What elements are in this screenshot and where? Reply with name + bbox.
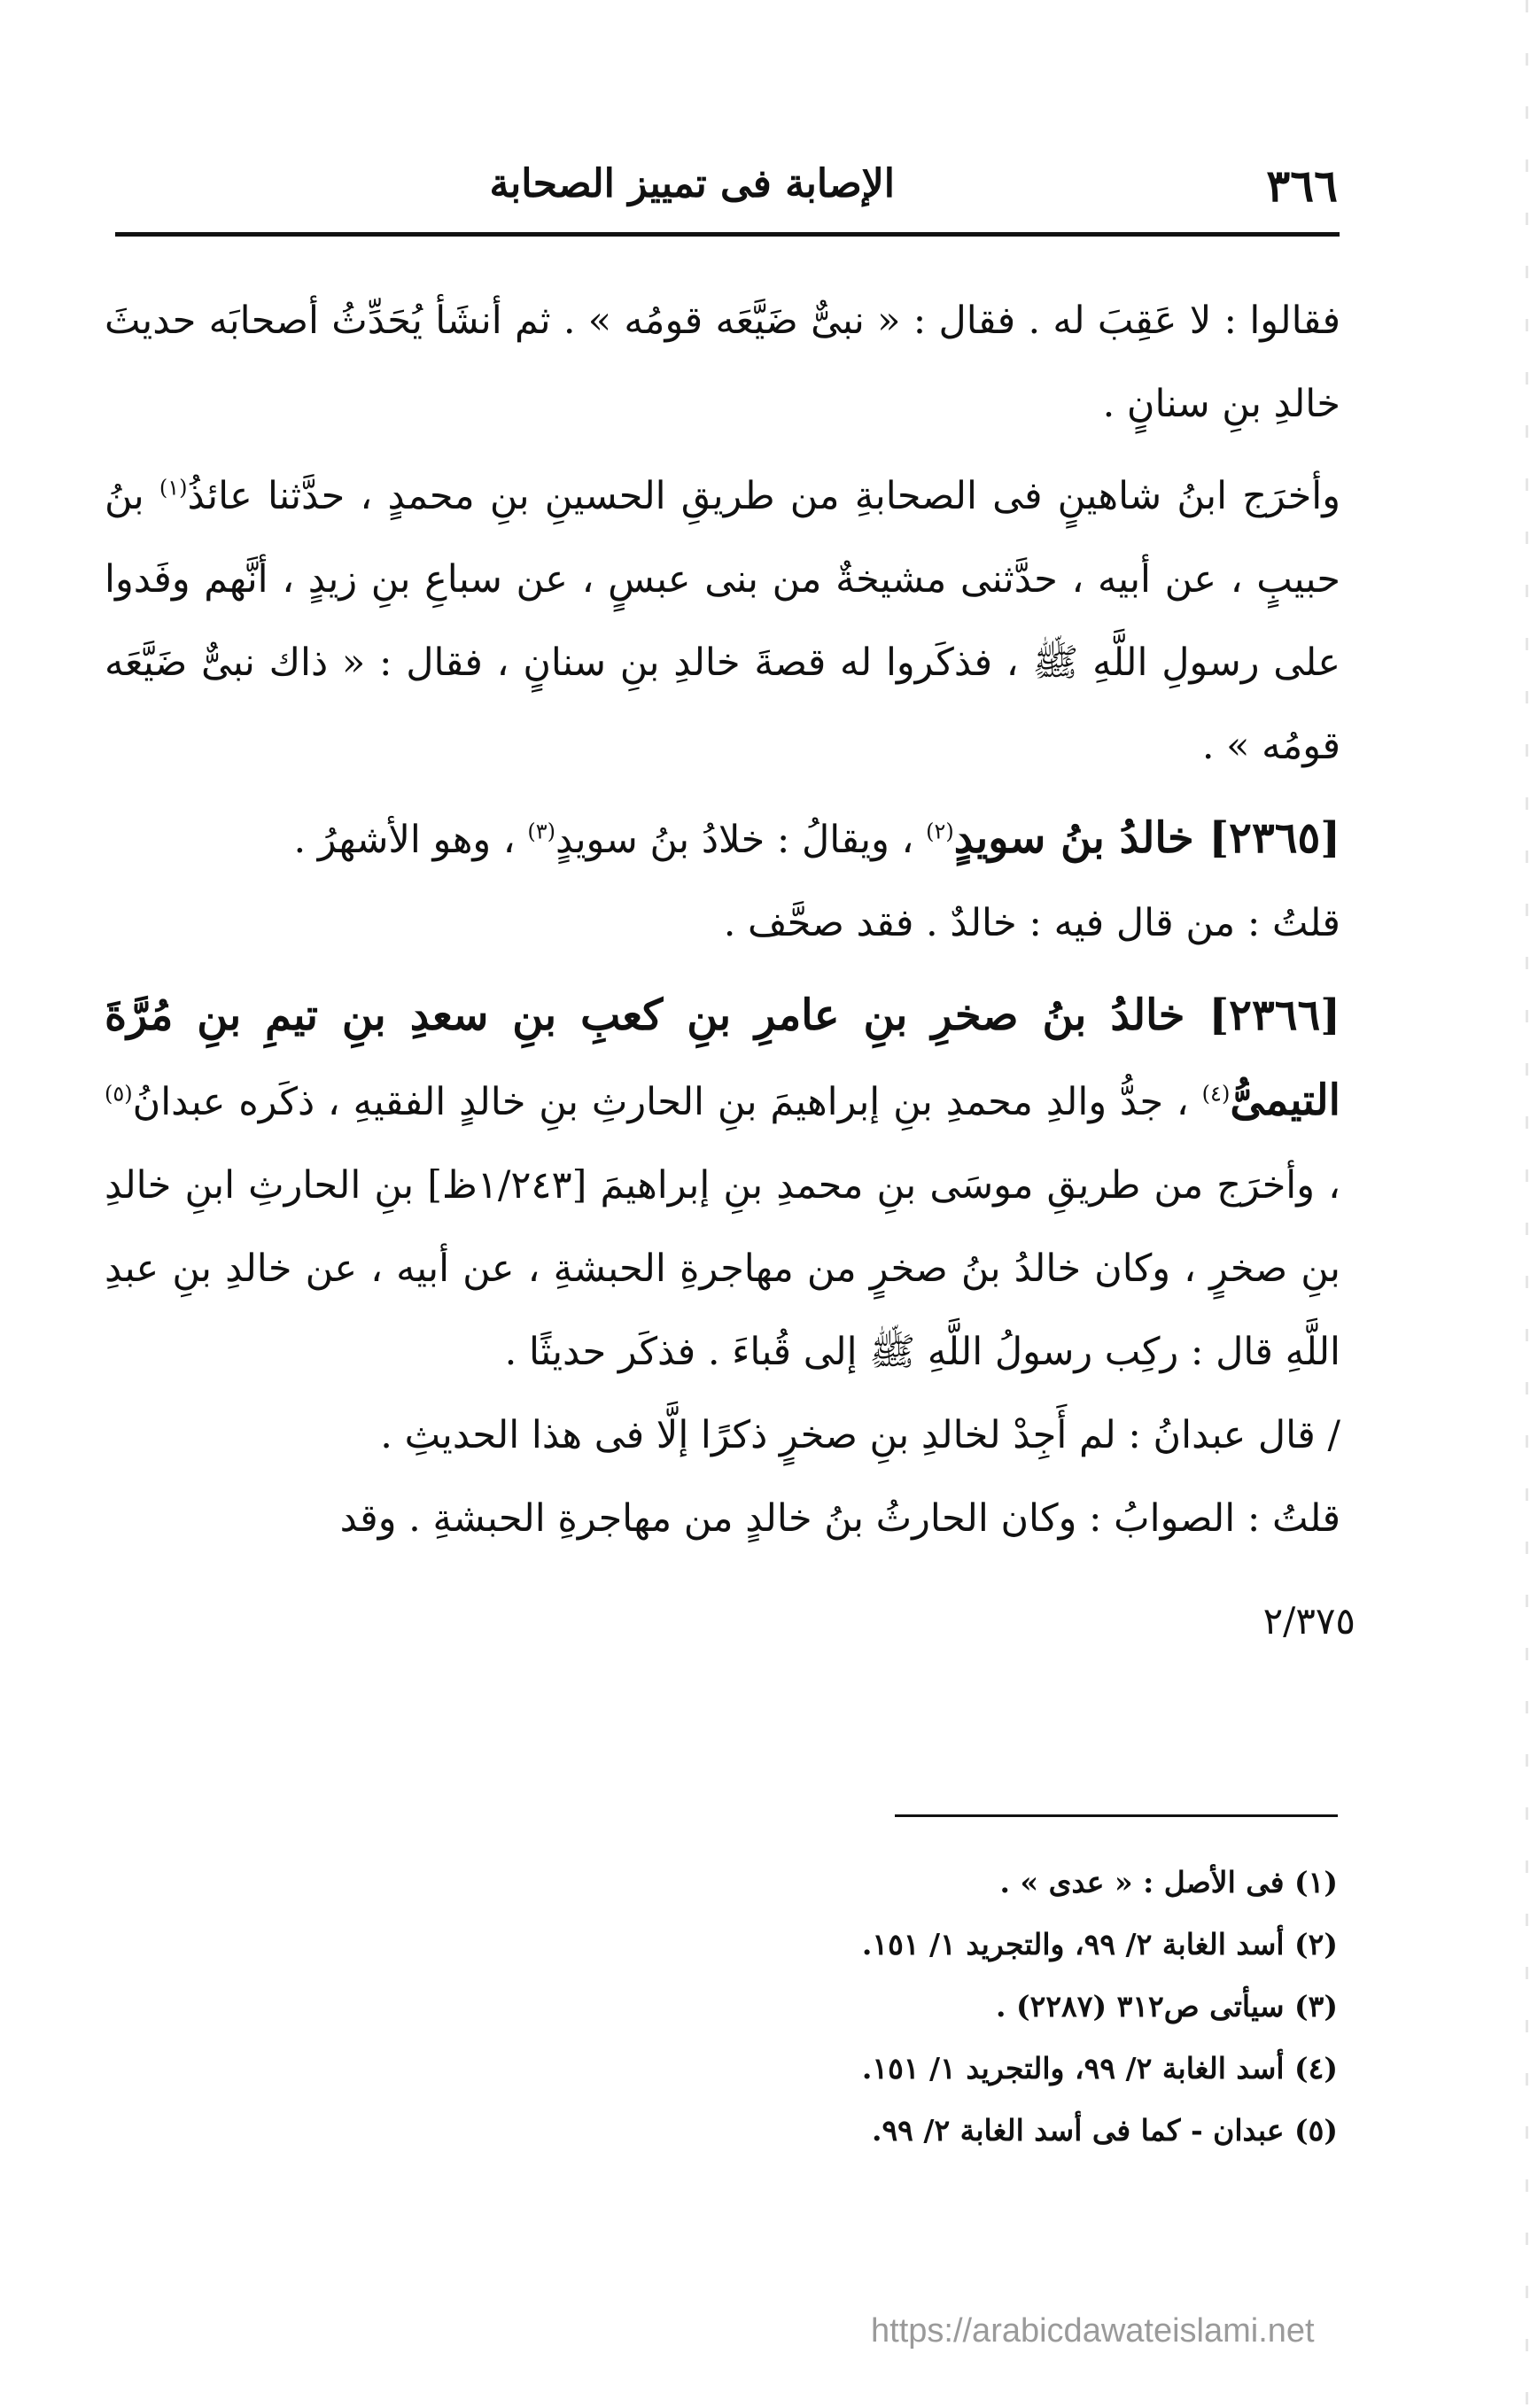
entry-2366: [٢٣٦٦] خالدُ بنُ صخرِ بنِ عامرِ بنِ كعبِ بنِ سعدِ بنِ تيمِ بنِ مُرَّةَ التيمىُّ$^{(٤)}$ ، جدُّ والدِ محمدِ بنِ إبراهيمَ بنِ الحارثِ بنِ خالدٍ الفقيهِ ، ذكَره عبدانُ$^{(٥)}$ ، وأخرَج من طريقِ موسَى بنِ محمدِ بنِ إبراهيمَ [١/٢٤٣ظ] بنِ الحارثِ ابنِ خالدِ بنِ صخرٍ ، وكان خالدُ بنُ صخرٍ من مهاجرةِ الحبشةِ ، عن أبيه ، عن خالدِ بنِ عبدِ اللَّهِ قال : ركِب رسولُ اللَّهِ ﷺ إلى قُباءَ . فذكَر حديثًا . <box>105 990 1341 1374</box>
book-page: ٣٦٦ الإصابة فى تمييز الصحابة فقالوا : لا عَقِبَ له . فقال : « نبىٌّ ضَيَّعَه قومُه » . ثم أنشَأ يُحَدِّثُ أصحابَه حديثَ خالدِ بنِ سنانٍ . وأخرَج ابنُ شاهينٍ فى الصحابةِ من طريقِ الحسينِ بنِ محمدٍ ، حدَّثنا عائذُ$^{(١)}$ بنُ حبيبٍ ، عن أبيه ، حدَّثنى مشيخةٌ من بنى عبسٍ ، عن سباعِ بنِ زيدٍ ، أنَّهم وفَدوا على رسولِ اللَّهِ ﷺ ، فذكَروا له قصةَ خالدِ بنِ سنانٍ ، فقال : « ذاك نبىٌّ ضَيَّعَه قومُه » . [٢٣٦٥] خالدُ بنُ سويدٍ$^{(٢)}$ ، ويقالُ : خلادُ بنُ سويدٍ$^{(٣)}$ ، وهو الأشهرُ . قلتُ : من قال فيه : خالدٌ . فقد صحَّف . [٢٣٦٦] خالدُ بنُ صخرِ بنِ عامرِ بنِ كعبِ بنِ سعدِ بنِ تيمِ بنِ مُرَّةَ التيمىُّ$^{(٤)}$ ، جدُّ والدِ محمدِ بنِ إبراهيمَ بنِ الحارثِ بنِ خالدٍ الفقيهِ ، ذكَره عبدانُ$^{(٥)}$ ، وأخرَج من طريقِ موسَى بنِ محمدِ بنِ إبراهيمَ [١/٢٤٣ظ] بنِ الحارثِ ابنِ خالدِ بنِ صخرٍ ، وكان خالدُ بنُ صخرٍ من مهاجرةِ الحبشةِ ، عن أبيه ، عن خالدِ بنِ عبدِ اللَّهِ قال : ركِب رسولُ اللَّهِ ﷺ إلى قُباءَ . فذكَر حديثًا . / قال عبدانُ : لم أَجِدْ لخالدِ بنِ صخرٍ ذكرًا إلَّا فى هذا الحديثِ . قلتُ : الصوابُ : وكان الحارثُ بنُ خالدٍ من مهاجرةِ الحبشةِ . وقد ٢/٣٧٥ (١) فى الأصل : « عدى » . (٢) أسد الغابة ٢/ ٩٩، والتجريد ١/ ١٥١. (٣) سيأتى ص٣١٢ (٢٢٨٧) . (٤) أسد الغابة ٢/ ٩٩، والتجريد ١/ ١٥١. (٥) عبدان - كما فى أسد الغابة ٢/ ٩٩. https://arabicdawateislami.net <box>0 0 1538 2408</box>
footnote: (٢) أسد الغابة ٢/ ٩٩، والتجريد ١/ ١٥١. <box>861 1927 1338 1961</box>
footnote-rule <box>895 1814 1338 1817</box>
footnote-marker[interactable]: (١) <box>159 475 188 501</box>
entry-2365: [٢٣٦٥] خالدُ بنُ سويدٍ$^{(٢)}$ ، ويقالُ : خلادُ بنُ سويدٍ$^{(٣)}$ ، وهو الأشهرُ . <box>293 813 1340 863</box>
entry-name: خالدُ بنُ سويدٍ <box>953 813 1209 863</box>
paragraph: / قال عبدانُ : لم أَجِدْ لخالدِ بنِ صخرٍ ذكرًا إلَّا فى هذا الحديثِ . <box>380 1413 1340 1457</box>
footnote: (١) فى الأصل : « عدى » . <box>999 1865 1338 1899</box>
page-number: ٣٦٦ <box>1266 159 1338 212</box>
footnote: (٣) سيأتى ص٣١٢ (٢٢٨٧) . <box>996 1989 1338 2023</box>
footnote: (٤) أسد الغابة ٢/ ٩٩، والتجريد ١/ ١٥١. <box>861 2051 1338 2086</box>
footnote-marker[interactable]: (٣) <box>527 819 555 844</box>
main-text <box>105 279 1340 1560</box>
paragraph: وأخرَج ابنُ شاهينٍ فى الصحابةِ من طريقِ الحسينِ بنِ محمدٍ ، حدَّثنا عائذُ$^{(١)}$ بنُ حبيبٍ ، عن أبيه ، حدَّثنى مشيخةٌ من بنى عبسٍ ، عن سباعِ بنِ زيدٍ ، أنَّهم وفَدوا على رسولِ اللَّهِ ﷺ ، فذكَروا له قصةَ خالدِ بنِ سنانٍ ، فقال : « ذاك نبىٌّ ضَيَّعَه قومُه » . <box>105 474 1340 768</box>
running-title: الإصابة فى تمييز الصحابة <box>489 161 895 206</box>
footnote-marker[interactable]: (٤) <box>1201 1081 1231 1107</box>
scan-edge <box>1526 0 1528 2408</box>
entry-name: خالدُ بنُ صخرِ بنِ عامرِ بنِ كعبِ بنِ سعدِ بنِ تيمِ بنِ مُرَّةَ التيمىُّ <box>105 990 1340 1125</box>
footnote-marker[interactable]: (٥) <box>105 1081 133 1107</box>
footnotes <box>620 1852 1338 2162</box>
footnote-marker[interactable]: (٢) <box>926 819 954 844</box>
entry-number: [٢٣٦٦] <box>1208 990 1341 1040</box>
header-rule <box>115 232 1340 237</box>
page-header <box>115 151 1338 221</box>
footnote: (٥) عبدان - كما فى أسد الغابة ٢/ ٩٩. <box>871 2113 1338 2148</box>
paragraph: فقالوا : لا عَقِبَ له . فقال : « نبىٌّ ضَيَّعَه قومُه » . ثم أنشَأ يُحَدِّثُ أصحابَه حديثَ خالدِ بنِ سنانٍ . <box>105 299 1340 426</box>
paragraph: قلتُ : من قال فيه : خالدٌ . فقد صحَّف . <box>723 901 1340 945</box>
entry-number: [٢٣٦٥] <box>1208 813 1340 863</box>
watermark-url[interactable]: https://arabicdawateislami.net <box>871 2312 1315 2350</box>
paragraph: قلتُ : الصوابُ : وكان الحارثُ بنُ خالدٍ من مهاجرةِ الحبشةِ . وقد <box>339 1496 1340 1541</box>
